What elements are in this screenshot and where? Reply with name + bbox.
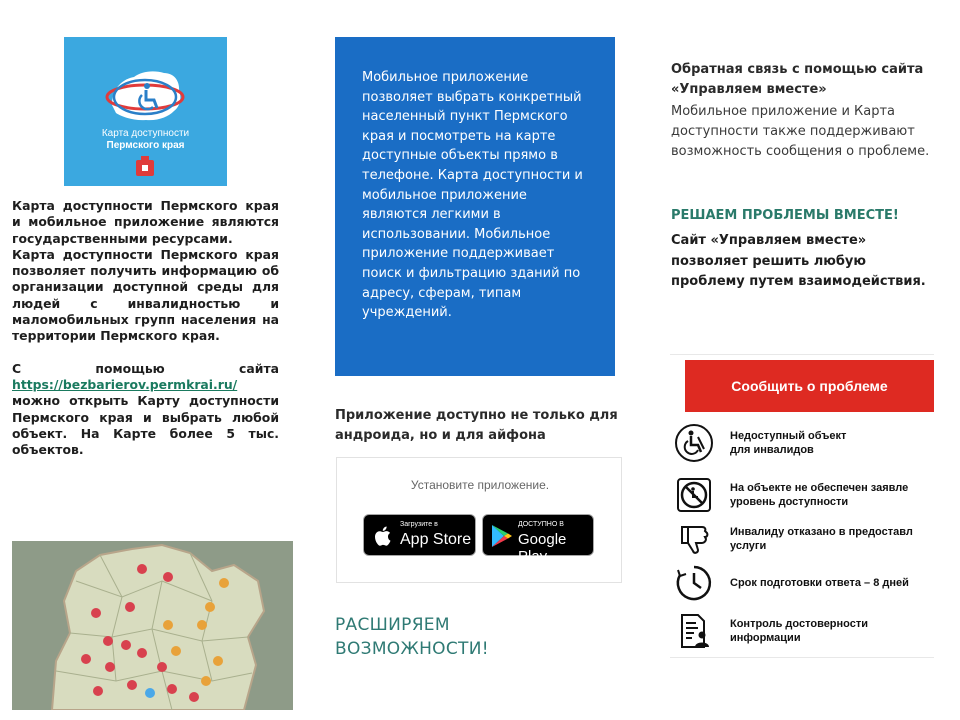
logo-title-line2: Пермского края: [106, 140, 185, 151]
report-item-line1: Срок подготовки ответа – 8 дней: [730, 577, 909, 589]
install-app-box: [336, 457, 622, 583]
clock-icon: [674, 563, 714, 603]
google-play-big-text: Google Play: [518, 531, 567, 565]
map-with-markers-image: [12, 541, 293, 710]
blocked-wheelchair-icon: [674, 475, 714, 515]
intro-paragraph-resources: Карта доступности Пермского края и мобильное приложение являются государственными ресурсами.: [12, 198, 279, 246]
site-link[interactable]: https://bezbarierov.permkrai.ru/: [12, 376, 238, 392]
apple-icon: [374, 524, 394, 548]
report-item-service-refused[interactable]: [670, 515, 934, 563]
solve-problems-body: Сайт «Управляем вместе» позволяет решить любую проблему путем взаимодействия.: [671, 233, 926, 289]
report-item-line1: Контроль достоверности: [730, 618, 869, 630]
accessibility-map-logo-icon: [64, 37, 227, 186]
report-problem-button[interactable]: Сообщить о проблеме: [685, 360, 934, 412]
report-item-inaccessible[interactable]: [670, 419, 934, 467]
google-play-small-text: ДОСТУПНО В: [518, 521, 564, 528]
mobile-app-description: Мобильное приложение позволяет выбрать конкретный населенный пункт Пермского края и посмотреть на карте доступные объекты прямо в телефоне. Карта доступности и мобильное приложение являются легкими в использовании. Мобильное приложение поддерживает поиск и фильтрацию зданий по адресу, сферам, типам учреждений.: [362, 70, 583, 321]
app-store-badge[interactable]: [363, 514, 476, 556]
site-prefix: С помощью сайта: [12, 360, 279, 376]
expand-heading-line1: РАСШИРЯЕМ: [335, 615, 450, 635]
report-item-line2: услуги: [730, 540, 767, 552]
site-paragraph: [12, 361, 279, 459]
intro-text-block: [12, 198, 279, 458]
report-item-line1: Недоступный объект: [730, 430, 847, 442]
expand-opportunities-heading: [335, 613, 620, 661]
site-suffix: можно открыть Карту доступности Пермского края и выбрать любой объект. На Карте более 5 тыс. объектов.: [12, 393, 279, 458]
report-item-line2: уровень доступности: [730, 496, 849, 508]
intro-paragraph-info: Карта доступности Пермского края позволяет получить информацию об организации доступной среды для людей с инвалидностью и маломобильных групп населения на территории Пермского края.: [12, 246, 279, 344]
feedback-title: Обратная связь с помощью сайта «Управляем вместе»: [671, 62, 924, 97]
app-store-small-text: Загрузите в: [400, 521, 438, 528]
report-item-verification[interactable]: [670, 607, 934, 655]
availability-note: Приложение доступно не только для андроида, но и для айфона: [335, 408, 618, 443]
report-problem-panel: [670, 354, 934, 658]
report-item-line1: Инвалиду отказано в предоставл: [730, 526, 913, 538]
accessibility-map-logo: [64, 37, 227, 186]
document-person-icon: [674, 611, 714, 651]
thumbs-down-icon: [674, 519, 714, 559]
install-app-label: Установите приложение.: [410, 478, 550, 492]
report-item-level-not-ensured[interactable]: [670, 471, 934, 519]
report-item-response-time[interactable]: [670, 559, 934, 607]
google-play-badge[interactable]: [482, 514, 594, 565]
app-store-big-text: App Store: [400, 531, 472, 548]
expand-heading-line2: ВОЗМОЖНОСТИ!: [335, 639, 489, 659]
report-item-line2: информации: [730, 632, 801, 644]
wheelchair-icon: [674, 423, 714, 463]
report-item-line2: для инвалидов: [730, 444, 814, 456]
google-play-icon: [491, 524, 513, 548]
mobile-app-info-panel: [335, 37, 615, 376]
solve-problems-heading: РЕШАЕМ ПРОБЛЕМЫ ВМЕСТЕ!: [671, 208, 899, 223]
logo-title-line1: Карта доступности: [101, 128, 190, 139]
feedback-body: Мобильное приложение и Карта доступности также поддерживают возможность сообщения о проблеме.: [671, 104, 930, 159]
report-item-line1: На объекте не обеспечен заявле: [730, 482, 909, 494]
